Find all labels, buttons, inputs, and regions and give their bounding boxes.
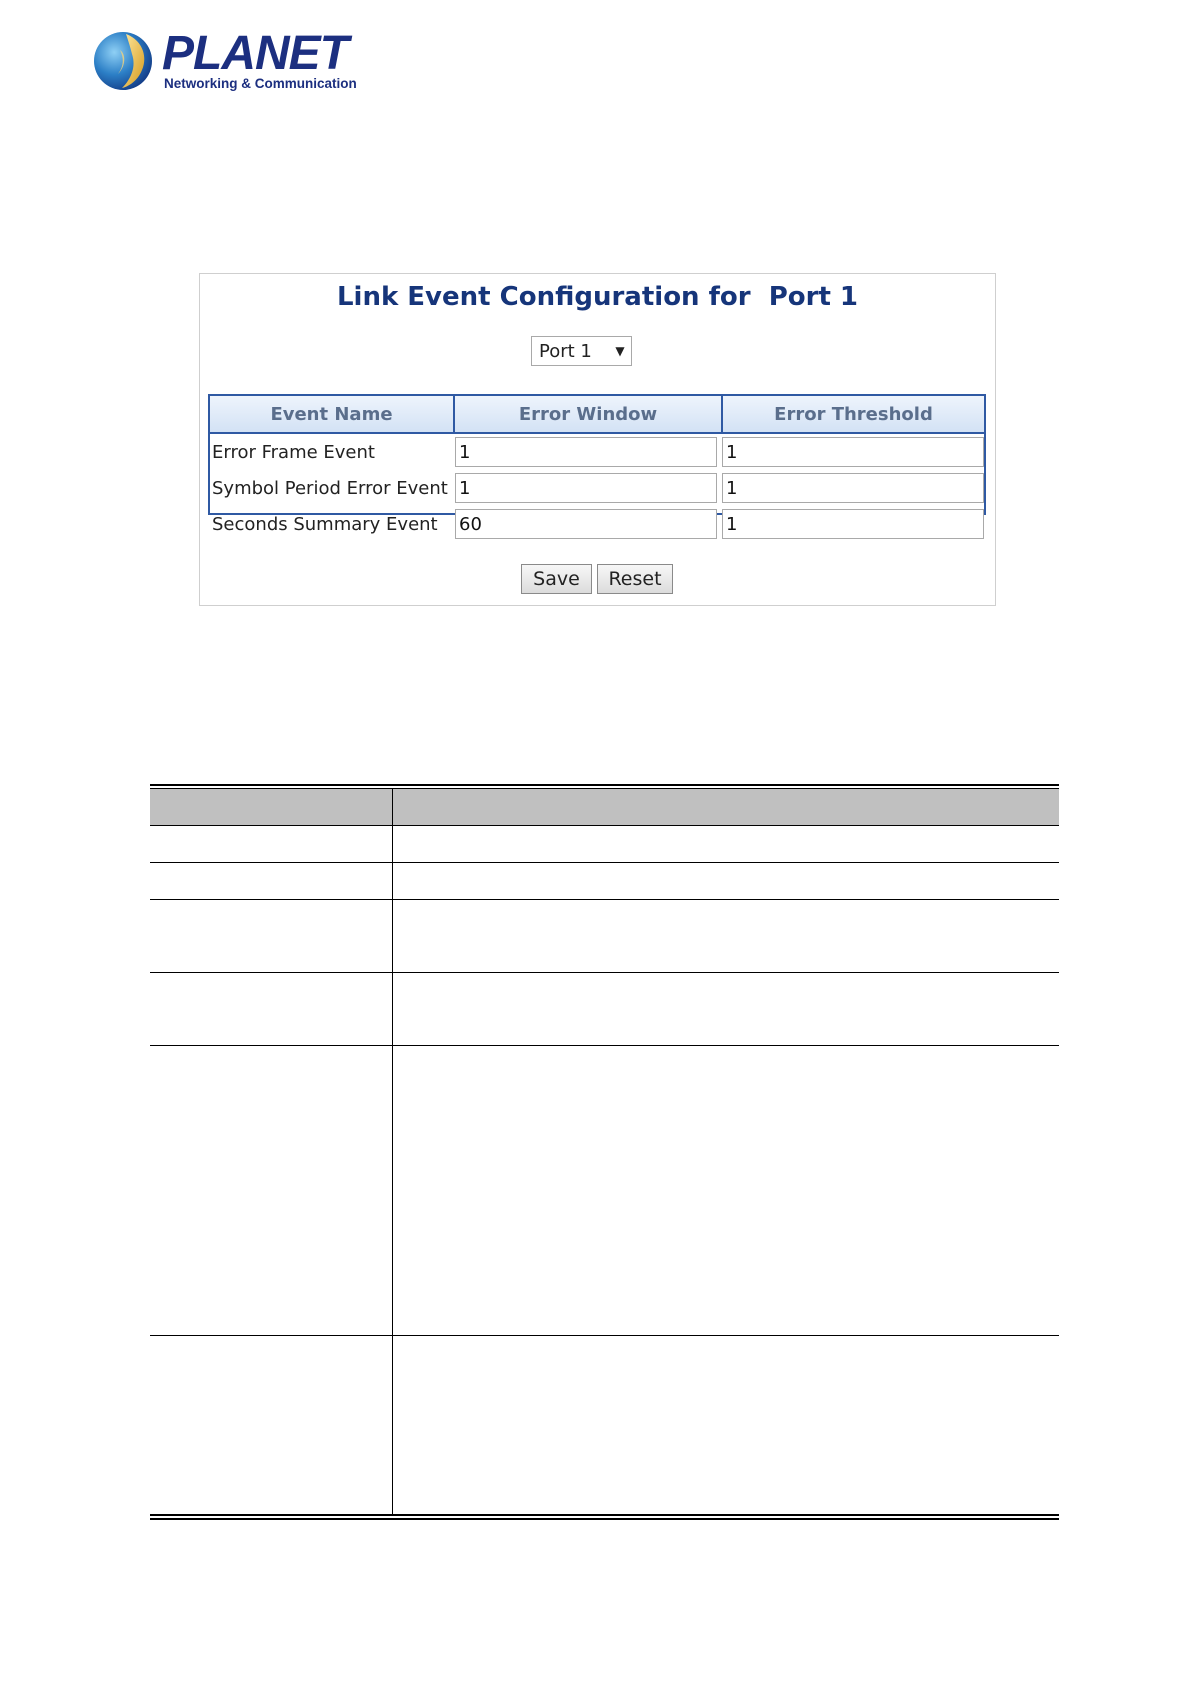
table-bottom-rule [150, 1518, 1059, 1520]
table-row [150, 1046, 1059, 1336]
description-table-header [150, 788, 1059, 826]
table-row [150, 973, 1059, 1046]
header-event-name: Event Name [210, 396, 455, 432]
chevron-down-icon: ▼ [615, 344, 625, 358]
event-table-header [210, 396, 984, 434]
logo-brand: PLANET [162, 27, 348, 80]
error-threshold-input[interactable]: 1 [722, 473, 984, 503]
error-window-input[interactable]: 60 [455, 509, 717, 539]
table-row [210, 506, 984, 542]
event-table [208, 394, 986, 535]
logo-tagline: Networking & Communication [164, 76, 357, 91]
table-row [150, 826, 1059, 863]
link-event-panel [199, 273, 996, 606]
port-select[interactable] [531, 336, 632, 366]
header-cell-description [393, 789, 1059, 825]
error-threshold-input[interactable]: 1 [722, 437, 984, 467]
header-error-threshold: Error Threshold [774, 403, 933, 425]
reset-button[interactable]: Reset [597, 564, 673, 594]
error-window-input[interactable]: 1 [455, 437, 717, 467]
planet-logo [92, 26, 357, 96]
table-row [150, 900, 1059, 973]
save-button[interactable]: Save [521, 564, 592, 594]
page-title: Link Event Configuration for Port 1 [336, 282, 859, 312]
globe-icon [92, 30, 154, 92]
table-row [210, 434, 984, 470]
table-row [210, 470, 984, 506]
error-window-input[interactable]: 1 [455, 473, 717, 503]
description-table [150, 784, 1059, 1520]
header-error-window: Error Window [455, 396, 723, 432]
header-cell-object [150, 789, 393, 825]
table-row [150, 1336, 1059, 1516]
event-name: Symbol Period Error Event [212, 477, 448, 499]
error-threshold-input[interactable]: 1 [722, 509, 984, 539]
port-select-value: Port 1 [539, 340, 592, 362]
event-name: Error Frame Event [212, 441, 375, 463]
event-name: Seconds Summary Event [212, 513, 438, 535]
table-row [150, 863, 1059, 900]
